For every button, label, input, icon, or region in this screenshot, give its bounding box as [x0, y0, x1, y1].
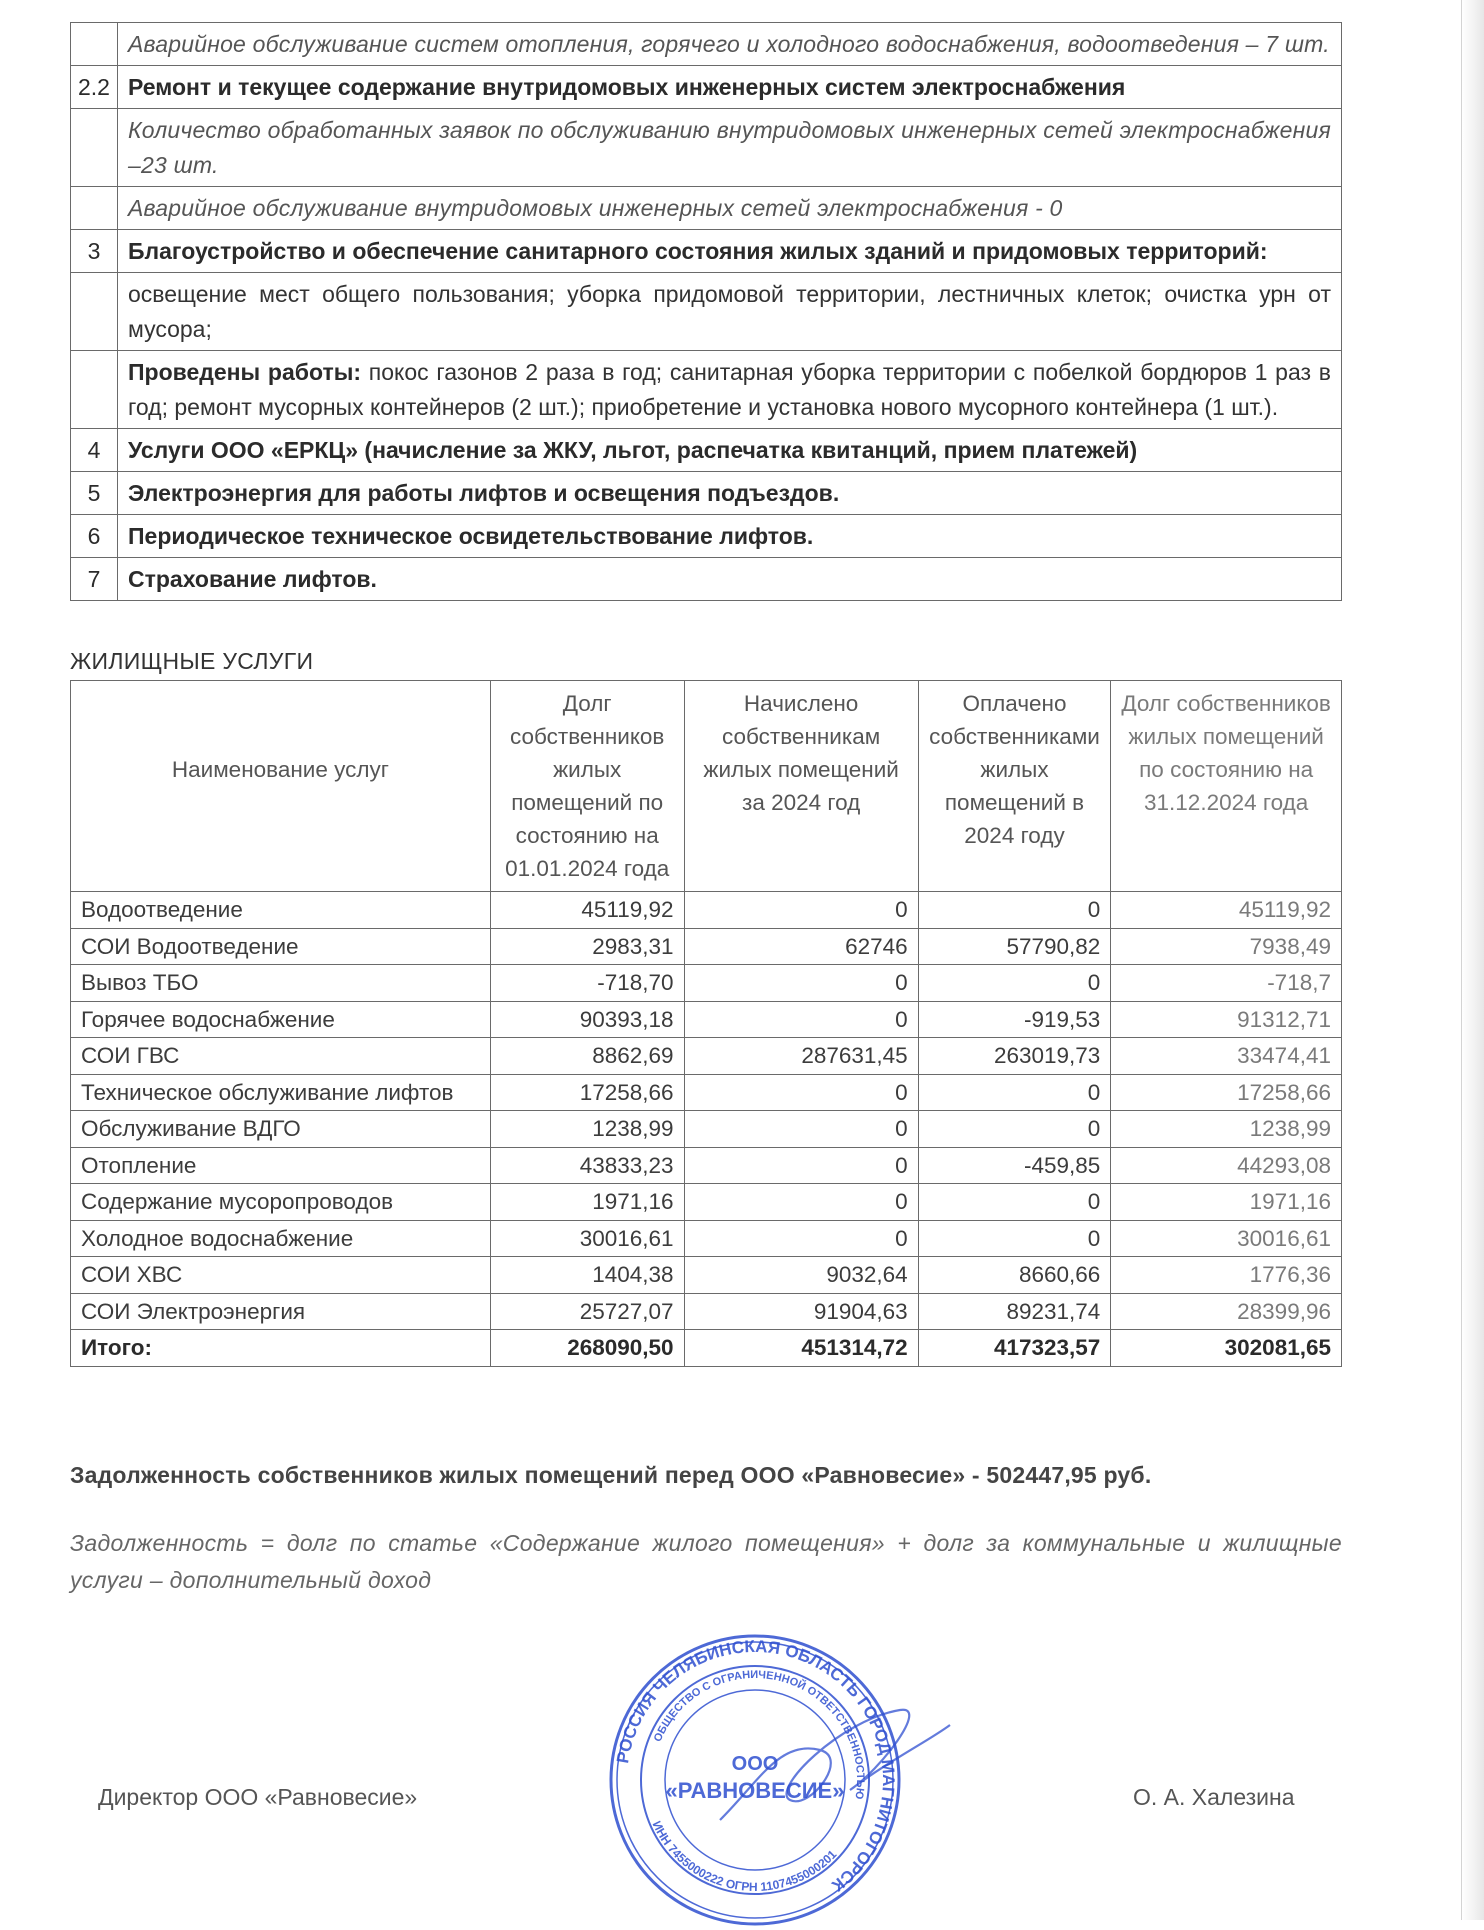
works-item-number: 5: [71, 472, 118, 515]
cell-debt-start: -718,70: [490, 965, 684, 1002]
cell-charged: 0: [684, 1184, 918, 1221]
works-item-number: [71, 23, 118, 66]
cell-charged: 0: [684, 892, 918, 929]
cell-paid: 0: [918, 965, 1111, 1002]
works-row: [71, 558, 1342, 601]
works-item-number: [71, 273, 118, 351]
works-item-number: 4: [71, 429, 118, 472]
cell-debt-start: 1404,38: [490, 1257, 684, 1294]
cell-debt-end: 1971,16: [1111, 1184, 1342, 1221]
works-item-text: Электроэнергия для работы лифтов и освещения подъездов.: [118, 472, 1342, 515]
cell-charged: 0: [684, 965, 918, 1002]
cell-service-name: Содержание мусоропроводов: [71, 1184, 491, 1221]
cell-debt-start: 90393,18: [490, 1001, 684, 1038]
cell-debt-end: 7938,49: [1111, 928, 1342, 965]
works-item-number: 7: [71, 558, 118, 601]
cell-service-name: Водоотведение: [71, 892, 491, 929]
total-paid: 417323,57: [918, 1330, 1111, 1367]
column-header-service: Наименование услуг: [71, 681, 491, 892]
works-item-text: [118, 351, 1342, 429]
cell-debt-start: 25727,07: [490, 1293, 684, 1330]
cell-debt-end: 28399,96: [1111, 1293, 1342, 1330]
cell-debt-end: 30016,61: [1111, 1220, 1342, 1257]
cell-paid: 0: [918, 892, 1111, 929]
cell-debt-start: 17258,66: [490, 1074, 684, 1111]
cell-paid: 0: [918, 1111, 1111, 1148]
cell-debt-end: 1776,36: [1111, 1257, 1342, 1294]
cell-paid: 57790,82: [918, 928, 1111, 965]
table-row: [71, 1293, 1342, 1330]
cell-debt-end: 17258,66: [1111, 1074, 1342, 1111]
cell-charged: 9032,64: [684, 1257, 918, 1294]
works-item-number: [71, 109, 118, 187]
cell-debt-end: 33474,41: [1111, 1038, 1342, 1075]
cell-debt-start: 1238,99: [490, 1111, 684, 1148]
column-header-paid: Оплачено собственниками жилых помещений в 2024 году: [918, 681, 1111, 892]
works-item-text: Аварийное обслуживание систем отопления, горячего и холодного водоснабжения, водоотведения – 7 шт.: [118, 23, 1342, 66]
works-row: [71, 515, 1342, 558]
works-item-number: 2.2: [71, 66, 118, 109]
housing-services-table: [70, 680, 1342, 1367]
seal-inner-text: ОБЩЕСТВО С ОГРАНИЧЕННОЙ ОТВЕТСТВЕННОСТЬЮ: [651, 1668, 867, 1800]
cell-service-name: СОИ ХВС: [71, 1257, 491, 1294]
cell-debt-end: 44293,08: [1111, 1147, 1342, 1184]
total-service-name: Итого:: [71, 1330, 491, 1367]
seal-center-line2: «РАВНОВЕСИЕ»: [665, 1778, 845, 1803]
cell-debt-start: 30016,61: [490, 1220, 684, 1257]
table-row: [71, 1220, 1342, 1257]
cell-debt-end: 1238,99: [1111, 1111, 1342, 1148]
cell-service-name: Горячее водоснабжение: [71, 1001, 491, 1038]
works-item-label: Проведены работы:: [128, 359, 362, 385]
cell-paid: 89231,74: [918, 1293, 1111, 1330]
total-row: [71, 1330, 1342, 1367]
table-row: [71, 1074, 1342, 1111]
debt-summary: Задолженность собственников жилых помещений перед ООО «Равновесие» - 502447,95 руб.: [70, 1462, 1152, 1488]
cell-debt-end: 45119,92: [1111, 892, 1342, 929]
section-title: ЖИЛИЩНЫЕ УСЛУГИ: [70, 648, 314, 674]
works-item-text: Количество обработанных заявок по обслуживанию внутридомовых инженерных сетей электроснабжения –23 шт.: [118, 109, 1342, 187]
cell-charged: 0: [684, 1147, 918, 1184]
works-item-text: освещение мест общего пользования; уборка придомовой территории, лестничных клеток; очистка урн от мусора;: [118, 273, 1342, 351]
cell-service-name: СОИ Водоотведение: [71, 928, 491, 965]
works-item-text: Страхование лифтов.: [118, 558, 1342, 601]
handwritten-signature: [700, 1680, 960, 1850]
works-item-text: Ремонт и текущее содержание внутридомовых инженерных систем электроснабжения: [118, 66, 1342, 109]
works-table: [70, 22, 1342, 601]
seal-registration-text: ИНН 7455000222 ОГРН 1107455000201: [649, 1818, 840, 1894]
cell-paid: 8660,66: [918, 1257, 1111, 1294]
works-item-text: Аварийное обслуживание внутридомовых инженерных сетей электроснабжения - 0: [118, 187, 1342, 230]
cell-charged: 0: [684, 1074, 918, 1111]
cell-service-name: Отопление: [71, 1147, 491, 1184]
works-row: [71, 109, 1342, 187]
works-row: [71, 230, 1342, 273]
cell-debt-start: 1971,16: [490, 1184, 684, 1221]
table-row: [71, 1184, 1342, 1221]
total-debt-start: 268090,50: [490, 1330, 684, 1367]
table-row: [71, 1111, 1342, 1148]
cell-paid: 263019,73: [918, 1038, 1111, 1075]
works-row: [71, 429, 1342, 472]
works-item-number: 3: [71, 230, 118, 273]
cell-paid: 0: [918, 1184, 1111, 1221]
table-row: [71, 1001, 1342, 1038]
cell-service-name: Холодное водоснабжение: [71, 1220, 491, 1257]
table-row: [71, 1038, 1342, 1075]
works-row: [71, 66, 1342, 109]
works-item-text: Периодическое техническое освидетельствование лифтов.: [118, 515, 1342, 558]
debt-formula-note: Задолженность = долг по статье «Содержание жилого помещения» + долг за коммунальные и жилищные услуги – дополнительный доход: [70, 1530, 1342, 1593]
works-item-text: Услуги ООО «ЕРКЦ» (начисление за ЖКУ, льгот, распечатка квитанций, прием платежей): [118, 429, 1342, 472]
cell-paid: 0: [918, 1074, 1111, 1111]
cell-service-name: Вывоз ТБО: [71, 965, 491, 1002]
works-row: [71, 23, 1342, 66]
column-header-charged: Начислено собственникам жилых помещений за 2024 год: [684, 681, 918, 892]
works-item-number: [71, 351, 118, 429]
page-edge: [1461, 0, 1484, 1920]
total-charged: 451314,72: [684, 1330, 918, 1367]
column-header-debt-start: Долг собственников жилых помещений по состоянию на 01.01.2024 года: [490, 681, 684, 892]
director-title: Директор ООО «Равновесие»: [98, 1784, 418, 1810]
cell-charged: 62746: [684, 928, 918, 965]
table-row: [71, 1147, 1342, 1184]
cell-charged: 0: [684, 1111, 918, 1148]
total-debt-end: 302081,65: [1111, 1330, 1342, 1367]
cell-paid: -919,53: [918, 1001, 1111, 1038]
cell-charged: 0: [684, 1220, 918, 1257]
cell-debt-end: 91312,71: [1111, 1001, 1342, 1038]
cell-debt-start: 2983,31: [490, 928, 684, 965]
seal-center-line1: ООО: [731, 1753, 779, 1775]
works-row: [71, 472, 1342, 515]
table-row: [71, 892, 1342, 929]
cell-paid: 0: [918, 1220, 1111, 1257]
cell-service-name: СОИ ГВС: [71, 1038, 491, 1075]
works-row: [71, 187, 1342, 230]
column-header-debt-end: Долг собственников жилых помещений по состоянию на 31.12.2024 года: [1111, 681, 1342, 892]
director-name: О. А. Халезина: [1133, 1784, 1295, 1810]
table-row: [71, 1257, 1342, 1294]
works-item-number: 6: [71, 515, 118, 558]
cell-debt-start: 45119,92: [490, 892, 684, 929]
cell-debt-start: 43833,23: [490, 1147, 684, 1184]
cell-service-name: Техническое обслуживание лифтов: [71, 1074, 491, 1111]
table-row: [71, 928, 1342, 965]
cell-service-name: СОИ Электроэнергия: [71, 1293, 491, 1330]
works-item-number: [71, 187, 118, 230]
cell-paid: -459,85: [918, 1147, 1111, 1184]
cell-charged: 91904,63: [684, 1293, 918, 1330]
works-item-details: покос газонов 2 раза в год; санитарная уборка территории с побелкой бордюров 1 раз в год; ремонт мусорных контейнеров (2 шт.); приобретение и установка нового мусорного контейнера (1 шт.).: [128, 359, 1331, 420]
seal-outer-text: РОССИЯ ЧЕЛЯБИНСКАЯ ОБЛАСТЬ ГОРОД МАГНИТОГОРСК: [613, 1636, 899, 1896]
cell-debt-end: -718,7: [1111, 965, 1342, 1002]
cell-debt-start: 8862,69: [490, 1038, 684, 1075]
cell-service-name: Обслуживание ВДГО: [71, 1111, 491, 1148]
table-header-row: [71, 681, 1342, 892]
works-row: [71, 351, 1342, 429]
cell-charged: 0: [684, 1001, 918, 1038]
table-row: [71, 965, 1342, 1002]
works-item-text: Благоустройство и обеспечение санитарного состояния жилых зданий и придомовых территорий:: [118, 230, 1342, 273]
works-row: [71, 273, 1342, 351]
cell-charged: 287631,45: [684, 1038, 918, 1075]
